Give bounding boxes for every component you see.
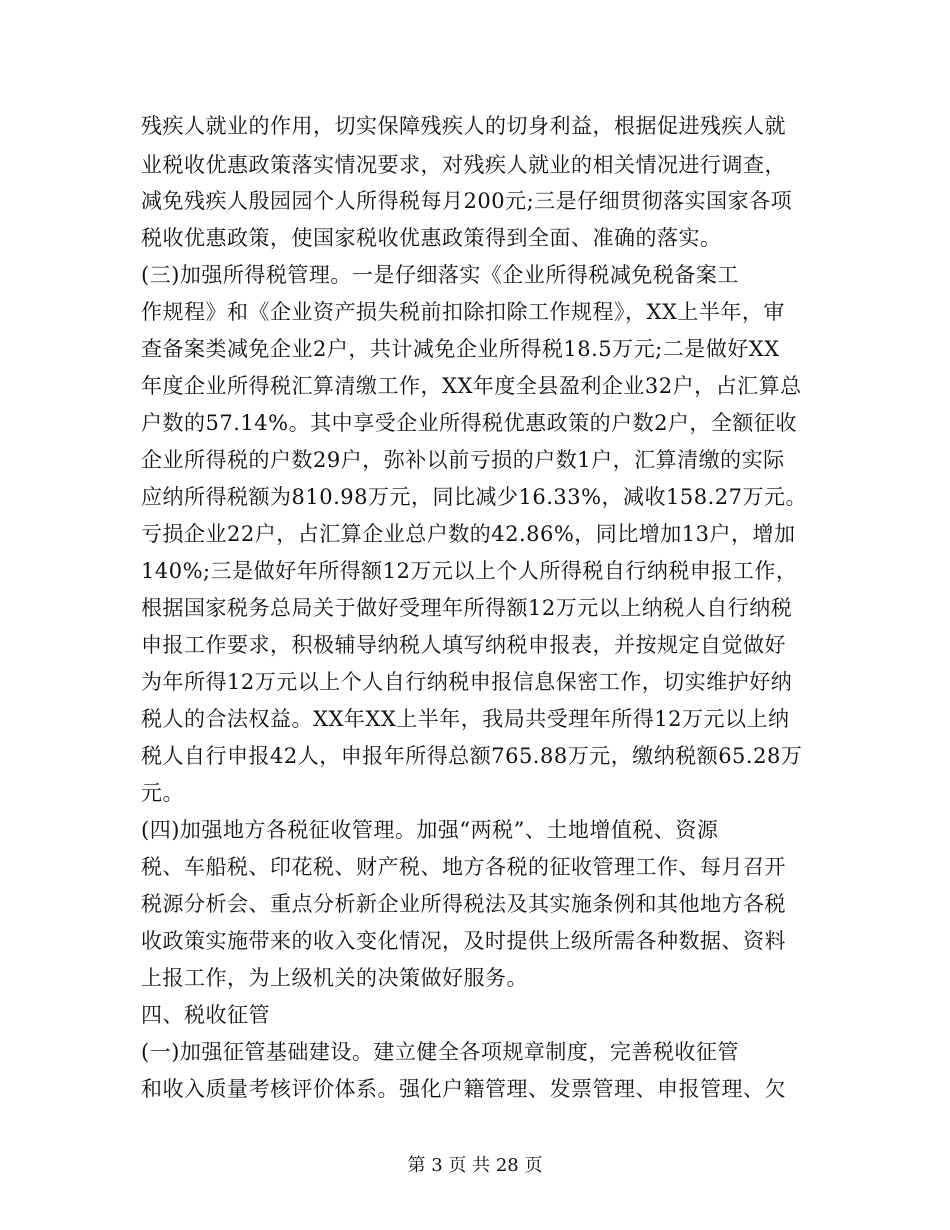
text-line: 亏损企业22户，占汇算企业总户数的42.86%，同比增加13户，增加 — [141, 522, 796, 546]
text-line: 应纳所得税额为810.98万元，同比减少16.33%，减收158.27万元。 — [141, 485, 808, 509]
text-line: 年度企业所得税汇算清缴工作，XX年度全县盈利企业32户，占汇算总 — [141, 374, 802, 398]
text-line: 上报工作，为上级机关的决策做好服务。 — [141, 966, 528, 990]
text-line: 作规程》和《企业资产损失税前扣除扣除工作规程》，XX上半年，审 — [141, 300, 785, 324]
text-line: 企业所得税的户数29户，弥补以前亏损的户数1户，汇算清缴的实际 — [141, 448, 785, 472]
text-line: 申报工作要求，积极辅导纳税人填写纳税申报表，并按规定自觉做好 — [141, 633, 786, 657]
text-line: 元。 — [141, 781, 184, 805]
text-line: 户数的57.14%。其中享受企业所得税优惠政策的户数2户，全额征收 — [141, 411, 797, 435]
text-line: 税人自行申报42人，申报年所得总额765.88万元，缴纳税额65.28万 — [141, 744, 803, 768]
text-line: 和收入质量考核评价体系。强化户籍管理、发票管理、申报管理、欠 — [141, 1077, 786, 1101]
text-line: 140%;三是做好年所得额12万元以上个人所得税自行纳税申报工作， — [141, 559, 798, 583]
text-line: 减免残疾人殷园园个人所得税每月200元;三是仔细贯彻落实国家各项 — [141, 189, 793, 213]
text-line: 业税收优惠政策落实情况要求，对残疾人就业的相关情况进行调查， — [141, 153, 786, 177]
text-line: (一)加强征管基础建设。建立健全各项规章制度，完善税收征管 — [141, 1040, 739, 1064]
text-line: 残疾人就业的作用，切实保障残疾人的切身利益，根据促进残疾人就 — [141, 114, 786, 138]
section-heading: 四、税收征管 — [141, 1003, 270, 1027]
page-number-footer: 第 3 页 共 28 页 — [407, 1155, 543, 1176]
text-line: 税人的合法权益。XX年XX上半年，我局共受理年所得12万元以上纳 — [141, 707, 790, 731]
text-line: 为年所得12万元以上个人自行纳税申报信息保密工作，切实维护好纳 — [141, 670, 793, 694]
text-line: 税、车船税、印花税、财产税、地方各税的征收管理工作、每月召开 — [141, 855, 786, 879]
text-line: (四)加强地方各税征收管理。加强“两税”、土地增值税、资源 — [141, 818, 719, 842]
text-line: (三)加强所得税管理。一是仔细落实《企业所得税减免税备案工 — [141, 263, 739, 287]
text-line: 根据国家税务总局关于做好受理年所得额12万元以上纳税人自行纳税 — [141, 596, 793, 620]
text-line: 收政策实施带来的收入变化情况，及时提供上级所需各种数据、资料 — [141, 929, 786, 953]
text-line: 税收优惠政策，使国家税收优惠政策得到全面、准确的落实。 — [141, 226, 722, 250]
text-line: 税源分析会、重点分析新企业所得税法及其实施条例和其他地方各税 — [141, 892, 786, 916]
text-line: 查备案类减免企业2户，共计减免企业所得税18.5万元;二是做好XX — [141, 337, 780, 361]
